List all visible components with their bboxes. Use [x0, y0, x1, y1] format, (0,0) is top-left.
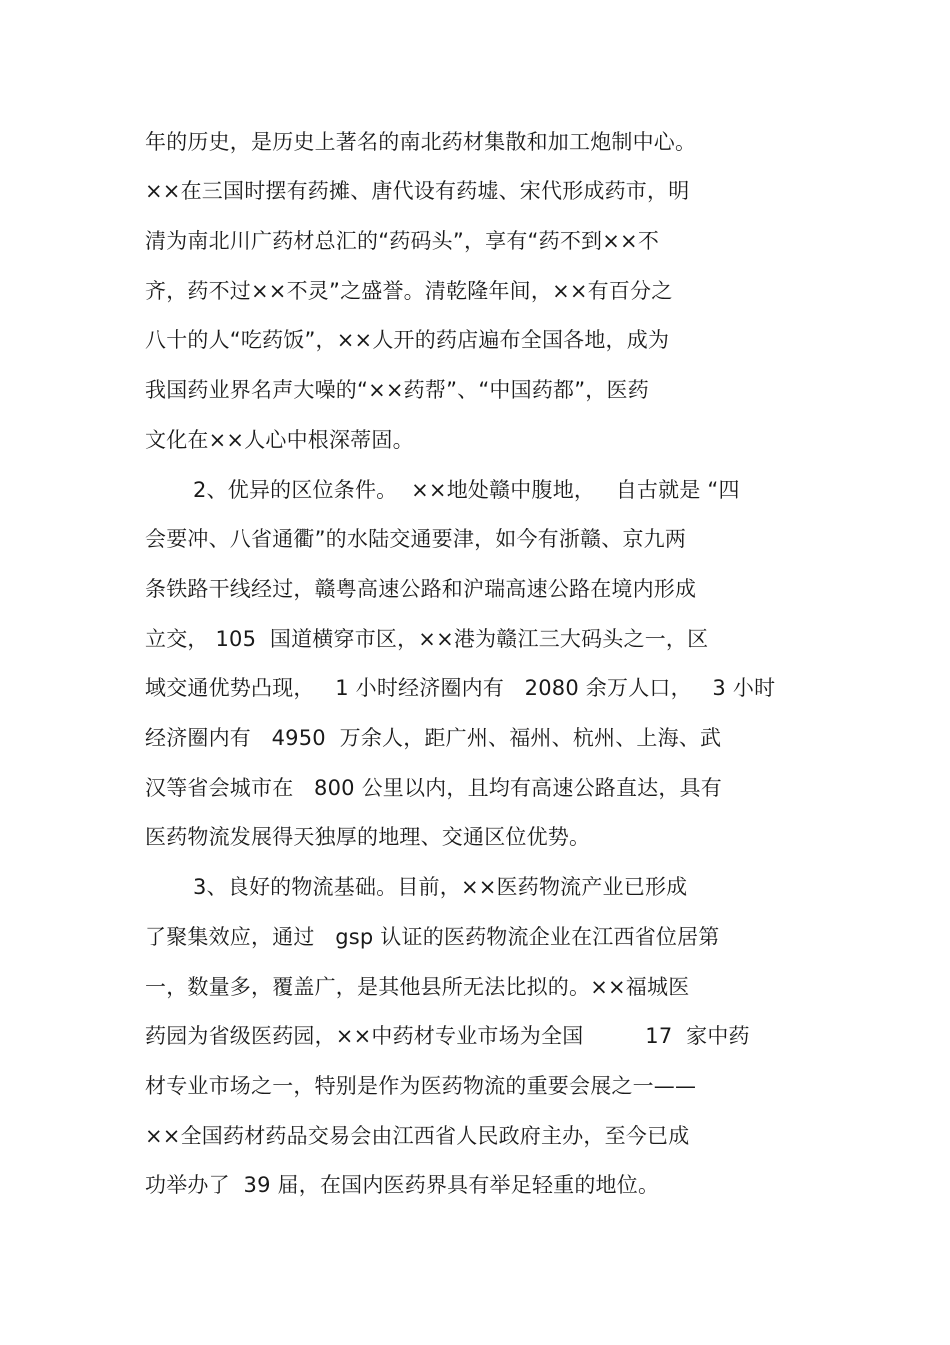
text-line: ××在三国时摆有药摊、唐代设有药墟、宋代形成药市，明: [145, 179, 690, 203]
text-line: 会要冲、八省通衢”的水陆交通要津，如今有浙赣、京九两: [145, 527, 687, 551]
text-line: 文化在××人心中根深蒂固。: [145, 428, 414, 452]
text-line: 我国药业界名声大噪的“××药帮”、“中国药都”，医药: [145, 378, 649, 402]
text-line: 一，数量多，覆盖广，是其他县所无法比拟的。××福城医: [145, 975, 690, 999]
text-line: 八十的人“吃药饭”，××人开的药店遍布全国各地，成为: [145, 328, 670, 352]
text-line: 立交， 105 国道横穿市区，××港为赣江三大码头之一，区: [145, 627, 709, 651]
text-line: 功举办了 39 届，在国内医药界具有举足轻重的地位。: [145, 1173, 660, 1197]
text-line: 清为南北川广药材总汇的“药码头”，享有“药不到××不: [145, 229, 660, 253]
text-line: 了聚集效应，通过 gsp 认证的医药物流企业在江西省位居第: [145, 925, 720, 949]
section-heading-line: 3、良好的物流基础。目前，××医药物流产业已形成: [193, 875, 688, 899]
text-line: ××全国药材药品交易会由江西省人民政府主办，至今已成: [145, 1124, 690, 1148]
text-line: 条铁路干线经过，赣粤高速公路和沪瑞高速公路在境内形成: [145, 577, 697, 601]
text-line: 药园为省级医药园，××中药材专业市场为全国 17 家中药: [145, 1024, 750, 1048]
section-heading-line: 2、优异的区位条件。 ××地处赣中腹地， 自古就是 “四: [193, 478, 740, 502]
text-line: 经济圈内有 4950 万余人，距广州、福州、杭州、上海、武: [145, 726, 722, 750]
text-line: 医药物流发展得天独厚的地理、交通区位优势。: [145, 825, 591, 849]
text-line: 材专业市场之一，特别是作为医药物流的重要会展之一——: [145, 1074, 697, 1098]
text-line: 汉等省会城市在 800 公里以内，且均有高速公路直达，具有: [145, 776, 722, 800]
text-line: 域交通优势凸现， 1 小时经济圈内有 2080 余万人口， 3 小时: [145, 676, 776, 700]
text-line: 齐，药不过××不灵”之盛誉。清乾隆年间，××有百分之: [145, 279, 673, 303]
text-line: 年的历史，是历史上著名的南北药材集散和加工炮制中心。: [145, 130, 697, 154]
